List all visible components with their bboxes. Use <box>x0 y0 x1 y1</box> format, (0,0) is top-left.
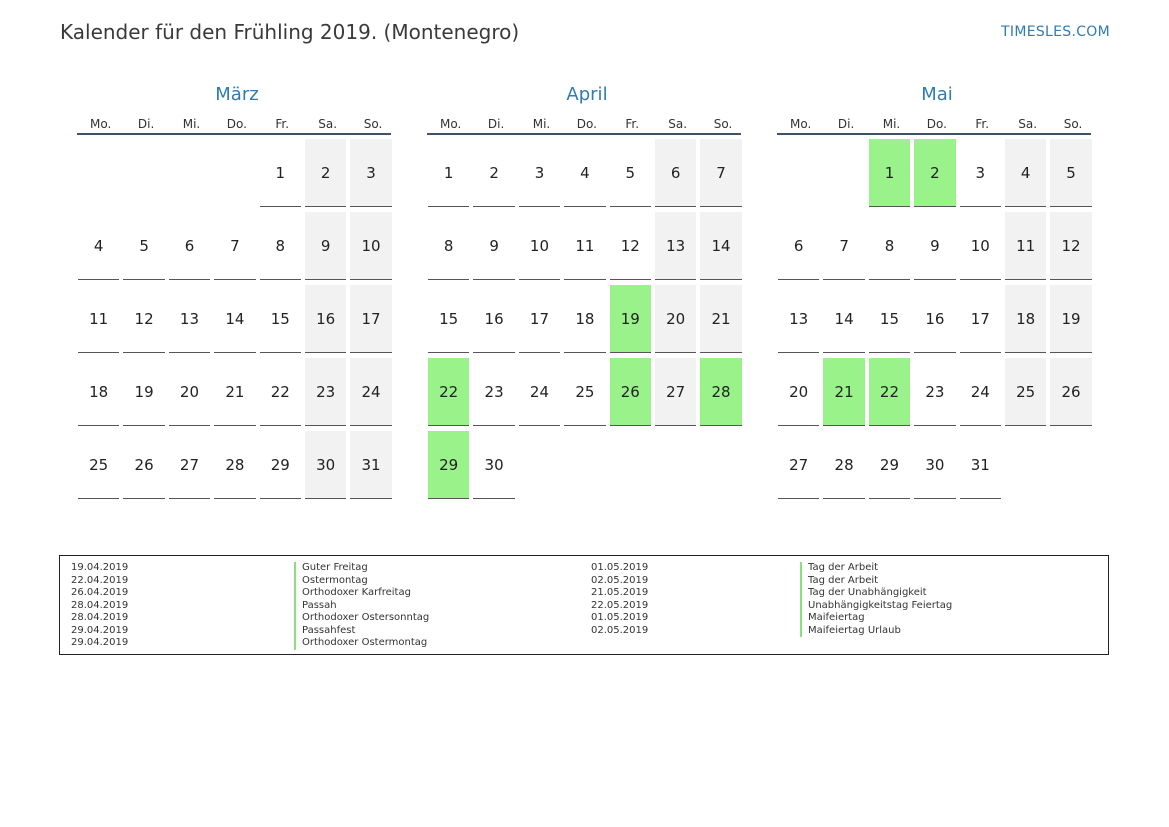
weekday-header <box>778 116 1096 134</box>
weekday-label: Di. <box>837 117 855 131</box>
holiday-legend <box>59 555 1109 655</box>
day-cell: 10 <box>350 212 391 280</box>
day-cell: 12 <box>1050 212 1091 280</box>
day-cell: 22 <box>260 358 301 426</box>
day-cell: 15 <box>869 285 910 353</box>
weekday-label: Do. <box>926 117 947 131</box>
day-cell: 28 <box>214 431 255 499</box>
day-cell: 19 <box>123 358 164 426</box>
legend-holiday-name: Ostermontag <box>294 575 429 588</box>
day-cell: 28 <box>700 358 741 426</box>
empty-cell <box>778 139 819 207</box>
day-cell: 1 <box>869 139 910 207</box>
day-cell: 23 <box>914 358 955 426</box>
day-grid <box>78 139 396 504</box>
day-cell: 13 <box>778 285 819 353</box>
empty-cell <box>823 139 864 207</box>
day-cell: 23 <box>305 358 346 426</box>
legend-names-left <box>294 562 429 650</box>
day-cell: 4 <box>564 139 605 207</box>
legend-date: 22.05.2019 <box>591 599 649 611</box>
day-cell: 24 <box>519 358 560 426</box>
day-cell: 2 <box>914 139 955 207</box>
day-grid <box>428 139 746 504</box>
weekday-label: Sa. <box>318 117 338 131</box>
day-cell: 21 <box>823 358 864 426</box>
day-cell: 20 <box>169 358 210 426</box>
legend-holiday-name: Passahfest <box>294 625 429 638</box>
day-cell: 6 <box>778 212 819 280</box>
legend-holiday-name: Passah <box>294 600 429 613</box>
day-cell: 30 <box>305 431 346 499</box>
weekday-label: Fr. <box>275 117 290 131</box>
empty-cell <box>214 139 255 207</box>
weekday-label: Do. <box>576 117 597 131</box>
day-cell: 20 <box>655 285 696 353</box>
day-cell: 26 <box>123 431 164 499</box>
day-cell: 27 <box>169 431 210 499</box>
weekday-label: Sa. <box>1018 117 1038 131</box>
legend-holiday-name: Orthodoxer Karfreitag <box>294 587 429 600</box>
day-cell: 7 <box>823 212 864 280</box>
weekday-label: Mi. <box>182 117 201 131</box>
legend-date: 22.04.2019 <box>71 574 129 586</box>
day-cell: 22 <box>869 358 910 426</box>
legend-holiday-name: Tag der Unabhängigkeit <box>800 587 952 600</box>
day-cell: 19 <box>1050 285 1091 353</box>
legend-date: 01.05.2019 <box>591 612 649 623</box>
legend-names-right <box>800 562 952 637</box>
weekday-label: So. <box>1063 117 1083 131</box>
legend-date: 19.04.2019 <box>71 562 129 573</box>
day-cell: 20 <box>778 358 819 426</box>
day-cell: 29 <box>428 431 469 499</box>
day-cell: 22 <box>428 358 469 426</box>
empty-cell <box>78 139 119 207</box>
day-cell: 17 <box>960 285 1001 353</box>
day-cell: 27 <box>655 358 696 426</box>
day-cell: 8 <box>260 212 301 280</box>
day-cell: 9 <box>473 212 514 280</box>
legend-holiday-name: Maifeiertag Urlaub <box>800 625 952 638</box>
day-cell: 4 <box>78 212 119 280</box>
legend-date: 01.05.2019 <box>591 562 649 573</box>
legend-date: 29.04.2019 <box>71 637 129 648</box>
day-cell: 12 <box>610 212 651 280</box>
day-cell: 12 <box>123 285 164 353</box>
day-cell: 16 <box>473 285 514 353</box>
day-cell: 17 <box>519 285 560 353</box>
day-cell: 3 <box>519 139 560 207</box>
day-cell: 6 <box>655 139 696 207</box>
legend-dates-left <box>71 562 128 650</box>
legend-holiday-name: Maifeiertag <box>800 612 952 625</box>
day-cell: 13 <box>655 212 696 280</box>
day-cell: 29 <box>260 431 301 499</box>
day-cell: 23 <box>473 358 514 426</box>
legend-date: 02.05.2019 <box>591 574 649 586</box>
day-cell: 17 <box>350 285 391 353</box>
empty-cell <box>123 139 164 207</box>
month-name: April <box>566 84 608 105</box>
day-cell: 16 <box>914 285 955 353</box>
weekday-label: Mo. <box>790 117 812 131</box>
day-cell: 18 <box>1005 285 1046 353</box>
legend-date: 21.05.2019 <box>591 587 649 598</box>
weekday-label: Mi. <box>882 117 901 131</box>
day-cell: 5 <box>610 139 651 207</box>
day-cell: 11 <box>1005 212 1046 280</box>
day-cell: 15 <box>428 285 469 353</box>
day-cell: 13 <box>169 285 210 353</box>
legend-date: 26.04.2019 <box>71 587 129 598</box>
legend-dates-right <box>591 562 648 637</box>
day-cell: 25 <box>78 431 119 499</box>
weekday-label: Di. <box>137 117 155 131</box>
legend-date: 28.04.2019 <box>71 612 129 623</box>
day-cell: 10 <box>960 212 1001 280</box>
day-cell: 24 <box>350 358 391 426</box>
month-1 <box>428 84 746 504</box>
day-grid <box>778 139 1096 504</box>
day-cell: 21 <box>700 285 741 353</box>
month-2 <box>778 84 1096 504</box>
weekday-label: Do. <box>226 117 247 131</box>
day-cell: 14 <box>700 212 741 280</box>
weekday-label: So. <box>363 117 383 131</box>
weekday-header <box>428 116 746 134</box>
day-cell: 14 <box>214 285 255 353</box>
legend-holiday-name: Guter Freitag <box>294 562 429 575</box>
weekday-label: So. <box>713 117 733 131</box>
month-name: Mai <box>921 84 953 105</box>
day-cell: 16 <box>305 285 346 353</box>
day-cell: 30 <box>914 431 955 499</box>
legend-date: 29.04.2019 <box>71 624 129 636</box>
day-cell: 7 <box>214 212 255 280</box>
day-cell: 25 <box>564 358 605 426</box>
weekday-label: Mo. <box>440 117 462 131</box>
legend-holiday-name: Tag der Arbeit <box>800 575 952 588</box>
day-cell: 5 <box>123 212 164 280</box>
weekday-header <box>78 116 396 134</box>
weekday-label: Mo. <box>90 117 112 131</box>
day-cell: 5 <box>1050 139 1091 207</box>
day-cell: 6 <box>169 212 210 280</box>
day-cell: 11 <box>78 285 119 353</box>
day-cell: 7 <box>700 139 741 207</box>
day-cell: 19 <box>610 285 651 353</box>
day-cell: 18 <box>78 358 119 426</box>
day-cell: 29 <box>869 431 910 499</box>
day-cell: 18 <box>564 285 605 353</box>
day-cell: 30 <box>473 431 514 499</box>
day-cell: 24 <box>960 358 1001 426</box>
weekday-label: Di. <box>487 117 505 131</box>
day-cell: 2 <box>305 139 346 207</box>
day-cell: 15 <box>260 285 301 353</box>
month-0 <box>78 84 396 504</box>
brand-link[interactable]: TIMESLES.COM <box>1001 24 1110 40</box>
day-cell: 14 <box>823 285 864 353</box>
day-cell: 31 <box>960 431 1001 499</box>
month-name: März <box>215 84 259 105</box>
legend-holiday-name: Orthodoxer Ostersonntag <box>294 612 429 625</box>
day-cell: 11 <box>564 212 605 280</box>
day-cell: 26 <box>1050 358 1091 426</box>
day-cell: 21 <box>214 358 255 426</box>
legend-holiday-name: Orthodoxer Ostermontag <box>294 637 429 650</box>
day-cell: 10 <box>519 212 560 280</box>
day-cell: 27 <box>778 431 819 499</box>
day-cell: 1 <box>260 139 301 207</box>
day-cell: 4 <box>1005 139 1046 207</box>
day-cell: 26 <box>610 358 651 426</box>
day-cell: 8 <box>869 212 910 280</box>
day-cell: 3 <box>960 139 1001 207</box>
legend-holiday-name: Tag der Arbeit <box>800 562 952 575</box>
day-cell: 28 <box>823 431 864 499</box>
day-cell: 2 <box>473 139 514 207</box>
day-cell: 8 <box>428 212 469 280</box>
legend-date: 28.04.2019 <box>71 599 129 611</box>
day-cell: 25 <box>1005 358 1046 426</box>
legend-date: 02.05.2019 <box>591 624 649 636</box>
day-cell: 3 <box>350 139 391 207</box>
day-cell: 9 <box>305 212 346 280</box>
day-cell: 31 <box>350 431 391 499</box>
day-cell: 1 <box>428 139 469 207</box>
empty-cell <box>169 139 210 207</box>
weekday-label: Sa. <box>668 117 688 131</box>
weekday-label: Fr. <box>625 117 640 131</box>
page-title: Kalender für den Frühling 2019. (Montenegro) <box>60 20 520 44</box>
weekday-label: Mi. <box>532 117 551 131</box>
day-cell: 9 <box>914 212 955 280</box>
weekday-label: Fr. <box>975 117 990 131</box>
legend-holiday-name: Unabhängigkeitstag Feiertag <box>800 600 952 613</box>
